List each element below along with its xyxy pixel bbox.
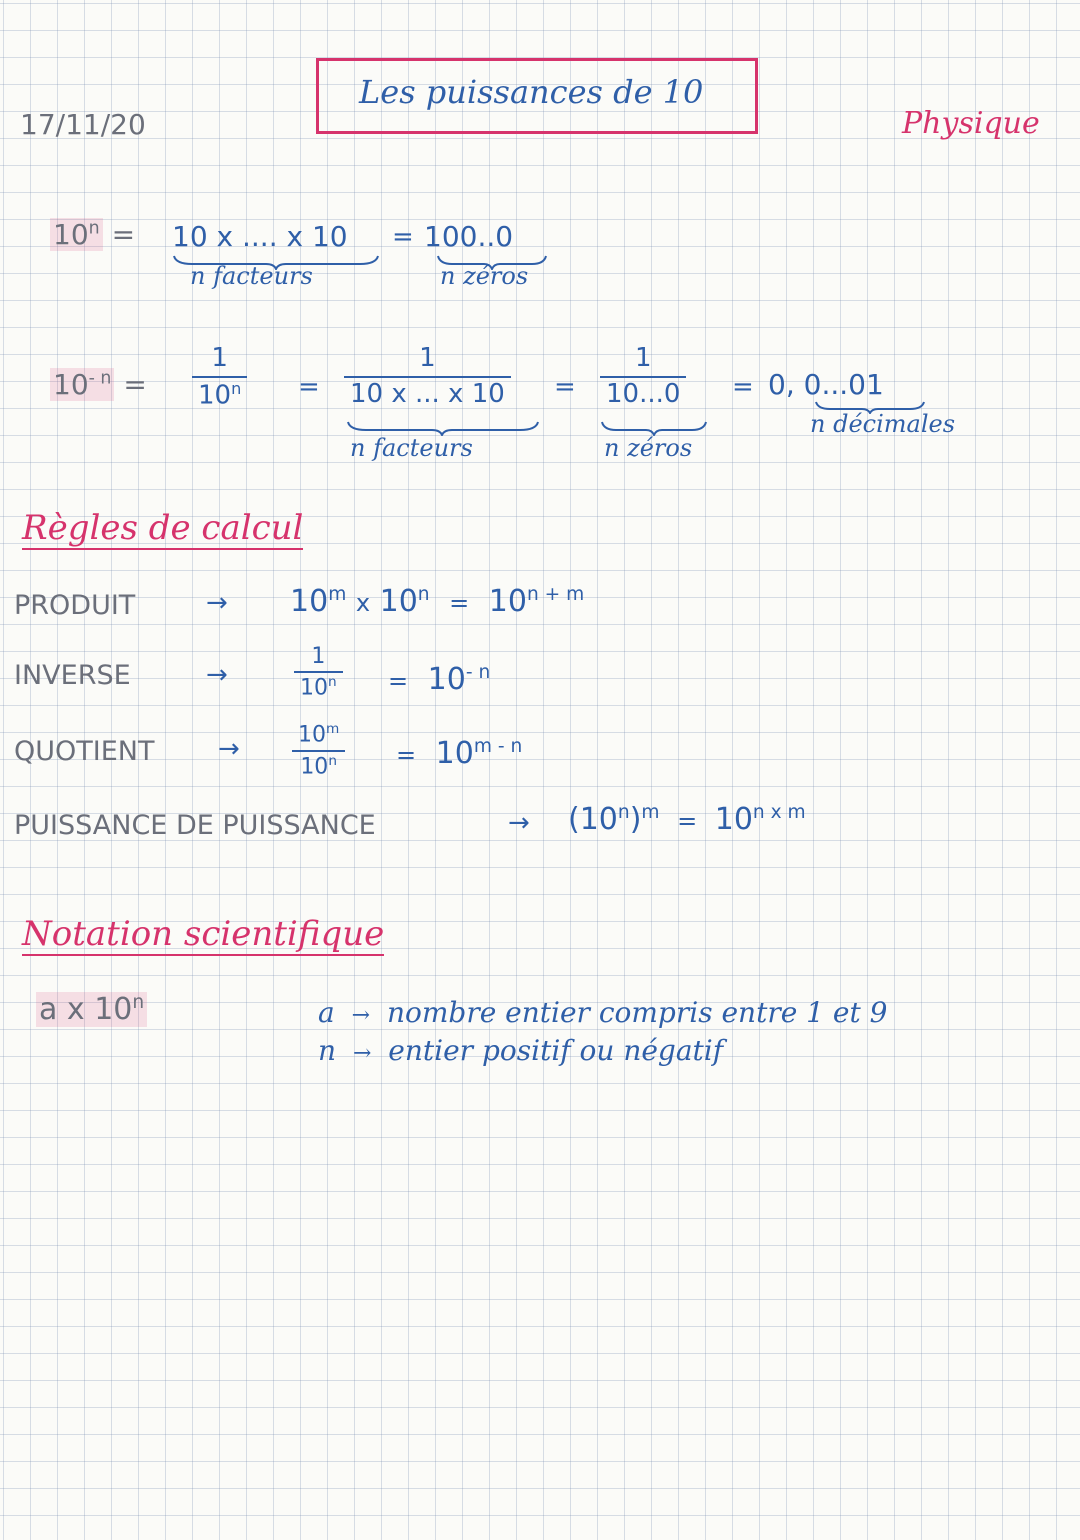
pos-zeros-caption: n zéros [440,262,529,290]
notation-line-1: a → nombre entier compris entre 1 et 9 [318,996,888,1029]
notation-formula: a x 10$^n$ [36,992,147,1027]
pos-lhs: 10$^n$ = [50,218,135,251]
neg-lhs: $10^{- n}$ = [50,368,147,401]
rules-heading: Règles de calcul [22,508,304,548]
pos-product-caption: n facteurs [190,262,313,290]
neg-frac-2-caption: n facteurs [350,434,473,462]
subject-label: Physique [902,106,1040,141]
neg-eq-3: = [732,372,754,402]
title-box [316,58,758,134]
rule-arrow-inverse: → [206,660,228,690]
rule-inverse-frac: 1 10$^n$ [294,644,343,701]
rule-quotient-frac: 10$^m$ 10$^n$ [292,722,345,779]
rule-inverse-result: = $10^{- n}$ [388,662,491,697]
rule-arrow-produit: → [206,588,228,618]
pos-product: 10 x .... x 10 [172,220,348,253]
neg-frac-1: 1 10$^n$ [192,344,247,411]
neg-frac-2: 1 10 x ... x 10 [344,344,511,410]
pos-zeros: 100..0 [424,220,514,253]
rule-label-quotient: QUOTIENT [14,736,155,767]
rule-label-puissance: PUISSANCE DE PUISSANCE [14,810,376,841]
neg-decimal-caption: n décimales [810,410,956,438]
rule-quotient-result: = 10$^{m - n}$ [396,736,523,771]
rule-label-inverse: INVERSE [14,660,131,691]
rule-produit-formula: 10$^m$ x $10^n = 10^{n + m}$ [290,584,585,619]
pos-eq: = [392,222,414,252]
page-title: Les puissances de 10 [359,73,704,111]
rule-label-produit: PRODUIT [14,590,136,621]
rule-arrow-quotient: → [218,734,240,764]
rule-puissance-formula: $(10^n)^m = 10^{n x m}$ [568,802,806,837]
notation-heading: Notation scientifique [22,914,385,954]
neg-frac-3: 1 10...0 [600,344,686,410]
neg-decimal: 0, 0...01 [768,368,884,401]
neg-eq-2: = [554,372,576,402]
rule-arrow-puissance: → [508,808,530,838]
notation-line-2: n → entier positif ou négatif [318,1034,724,1067]
neg-frac-3-caption: n zéros [604,434,693,462]
neg-eq-1: = [298,372,320,402]
date: 17/11/20 [20,108,146,141]
